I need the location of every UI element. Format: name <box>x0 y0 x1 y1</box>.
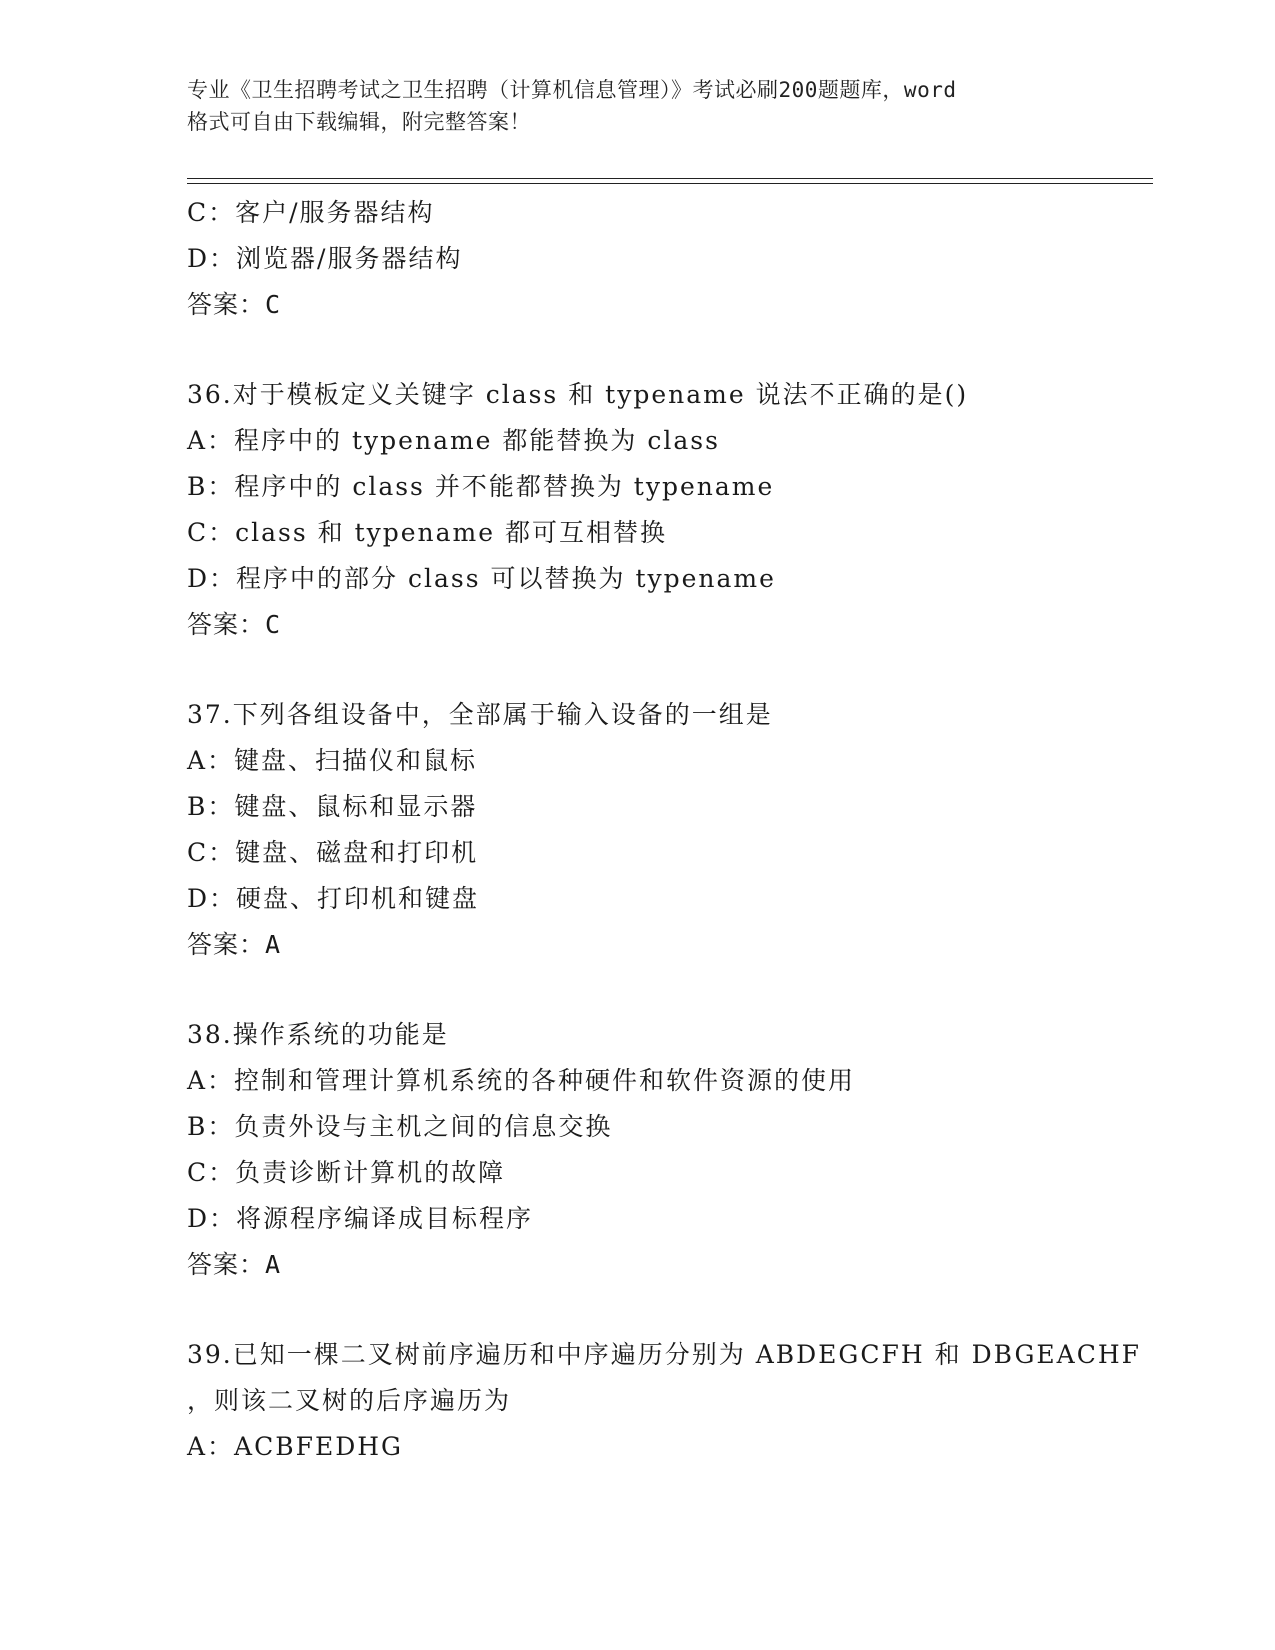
header-divider-top <box>187 178 1153 179</box>
answer: 答案：A <box>187 930 282 959</box>
header-divider-bottom <box>187 183 1153 184</box>
option-a: A：控制和管理计算机系统的各种硬件和软件资源的使用 <box>187 1066 856 1095</box>
option-b: B：程序中的 class 并不能都替换为 typename <box>187 472 775 501</box>
question-38 <box>187 1012 1153 1288</box>
question-stem: 38.操作系统的功能是 <box>187 1020 449 1049</box>
question-35-tail <box>187 190 1153 328</box>
answer: 答案：C <box>187 290 282 319</box>
option-b: B：键盘、鼠标和显示器 <box>187 792 478 821</box>
option-d: D：程序中的部分 class 可以替换为 typename <box>187 564 776 593</box>
header-line-2: 格式可自由下载编辑，附完整答案！ <box>187 110 531 134</box>
option-a: A：ACBFEDHG <box>187 1432 404 1461</box>
question-37 <box>187 692 1153 968</box>
option-d: D：浏览器/服务器结构 <box>187 244 463 273</box>
question-39 <box>187 1332 1153 1470</box>
question-stem-continued: ，则该二叉树的后序遍历为 <box>187 1386 512 1415</box>
option-c: C：负责诊断计算机的故障 <box>187 1158 506 1187</box>
option-c: C：class 和 typename 都可互相替换 <box>187 518 668 547</box>
question-stem: 36.对于模板定义关键字 class 和 typename 说法不正确的是() <box>187 380 969 409</box>
option-b: B：负责外设与主机之间的信息交换 <box>187 1112 613 1141</box>
header-line-1: 专业《卫生招聘考试之卫生招聘（计算机信息管理）》考试必刷200题题库，word <box>187 78 957 102</box>
question-stem: 39.已知一棵二叉树前序遍历和中序遍历分别为 ABDEGCFH 和 DBGEACHF <box>187 1340 1141 1369</box>
answer: 答案：C <box>187 610 282 639</box>
option-c: C：客户/服务器结构 <box>187 198 435 227</box>
question-36 <box>187 372 1153 648</box>
answer: 答案：A <box>187 1250 282 1279</box>
question-stem: 37.下列各组设备中，全部属于输入设备的一组是 <box>187 700 773 729</box>
document-header <box>187 74 1087 138</box>
option-d: D：将源程序编译成目标程序 <box>187 1204 534 1233</box>
option-d: D：硬盘、打印机和键盘 <box>187 884 480 913</box>
option-c: C：键盘、磁盘和打印机 <box>187 838 479 867</box>
question-list <box>187 190 1153 1470</box>
option-a: A：键盘、扫描仪和鼠标 <box>187 746 478 775</box>
option-a: A：程序中的 typename 都能替换为 class <box>187 426 720 455</box>
